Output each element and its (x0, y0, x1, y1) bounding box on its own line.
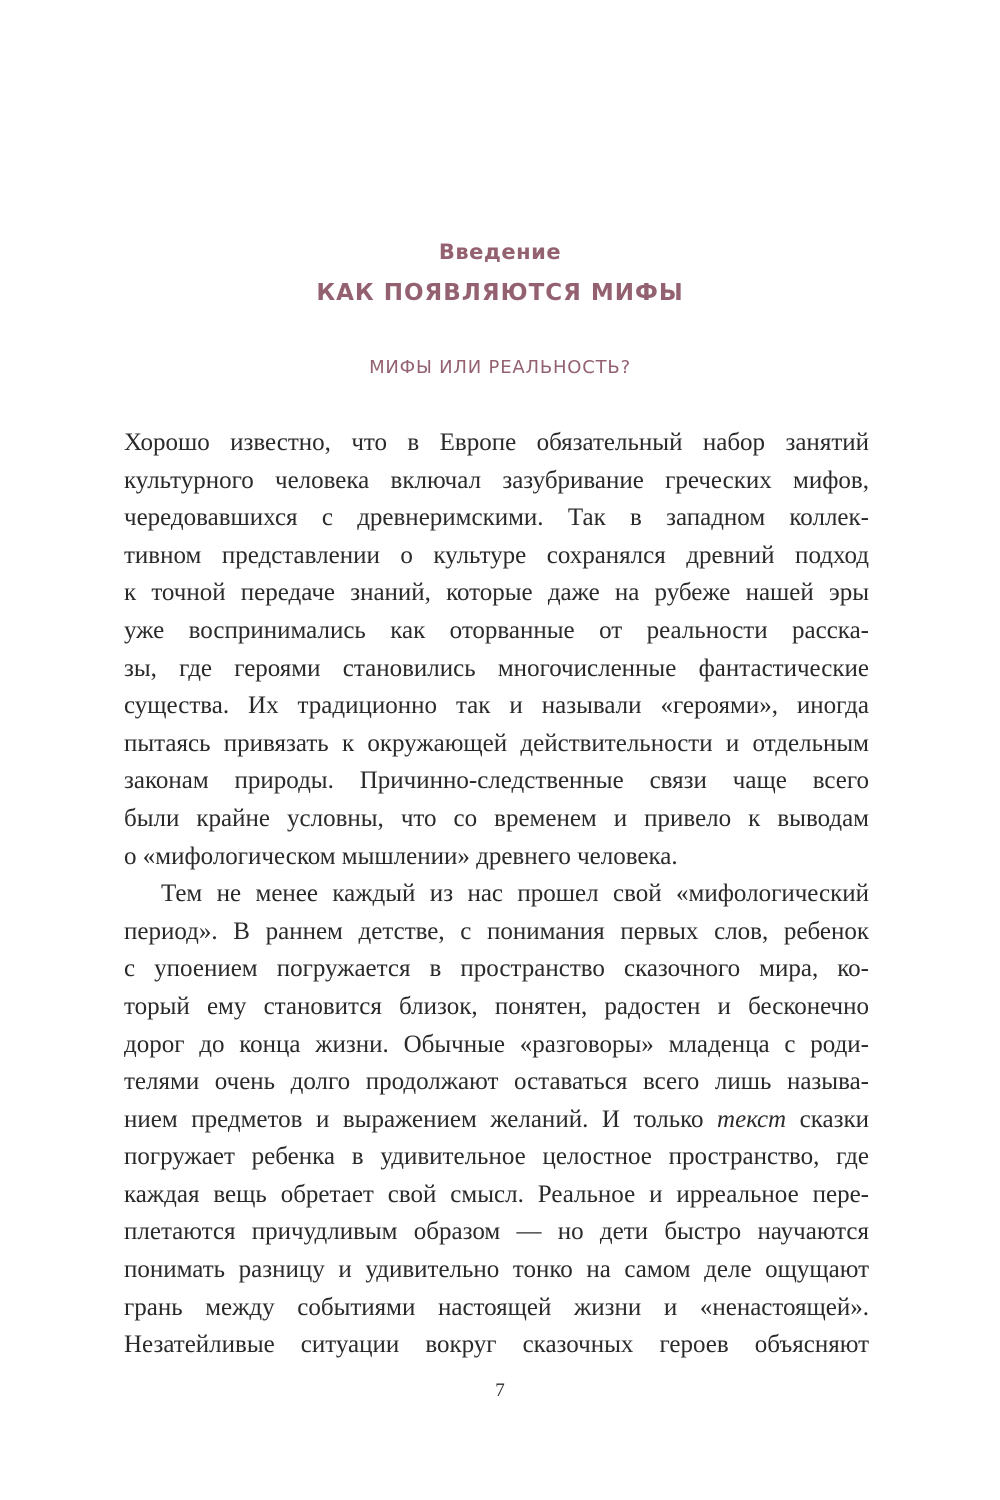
paragraph-2-line: понимать разницу и удивительно тонко на самом деле ощущают (124, 1256, 869, 1284)
line-text: нием предметов и выражением желаний. И только (124, 1105, 704, 1133)
paragraph-2-line: грань между событиями настоящей жизни и «ненастоящей». (124, 1293, 869, 1321)
paragraph-2-line: телями очень долго продолжают оставаться всего лишь называ- (124, 1068, 869, 1096)
paragraph-1-line: тивном представлении о культуре сохранялся древний подход (124, 541, 869, 569)
paragraph-1-line: законам природы. Причинно-следственные связи чаще всего (124, 767, 869, 795)
paragraph-2-line: Незатейливые ситуации вокруг сказочных героев объясняют (124, 1331, 869, 1359)
emphasis-word: текст (717, 1105, 787, 1133)
page-number: 7 (495, 1380, 505, 1401)
section-title: МИФЫ ИЛИ РЕАЛЬНОСТЬ? (369, 357, 631, 378)
chapter-label: Введение (438, 240, 562, 264)
paragraph-2-line: каждая вещь обретает свой смысл. Реальное и ирреальное пере- (124, 1180, 869, 1208)
paragraph-1-line: пытаясь привязать к окружающей действительности и отдельным (124, 729, 869, 757)
paragraph-2-line: торый ему становится близок, понятен, радостен и бесконечно (124, 992, 869, 1020)
paragraph-1-line: к точной передаче знаний, которые даже на рубеже нашей эры (124, 579, 869, 607)
chapter-title: КАК ПОЯВЛЯЮТСЯ МИФЫ (316, 280, 684, 306)
paragraph-2-line: с упоением погружается в пространство сказочного мира, ко- (124, 955, 869, 983)
paragraph-2-line: погружает ребенка в удивительное целостное пространство, где (124, 1143, 869, 1171)
paragraph-2-line-with-emphasis (124, 1101, 869, 1139)
paragraph-1-line: были крайне условны, что со временем и привело к выводам (124, 804, 869, 832)
paragraph-1-line: уже воспринимались как оторванные от реальности расска- (124, 616, 869, 644)
paragraph-1-line: о «мифологическом мышлении» древнего человека. (124, 842, 678, 870)
paragraph-2-line: Тем не менее каждый из нас прошел свой «мифологический (161, 880, 869, 908)
paragraph-1-line: культурного человека включал зазубривание греческих мифов, (124, 466, 869, 494)
paragraph-1-line: существа. Их традиционно так и называли «героями», иногда (124, 692, 869, 720)
paragraph-1-line: Хорошо известно, что в Европе обязательный набор занятий (124, 429, 869, 456)
paragraph-1-line: чередовавшихся с древнеримскими. Так в западном коллек- (124, 504, 869, 532)
paragraph-2-line: дорог до конца жизни. Обычные «разговоры» младенца с роди- (124, 1030, 869, 1058)
body-text (124, 424, 869, 1364)
line-tail: сказки (799, 1105, 870, 1133)
paragraph-2-line: плетаются причудливым образом — но дети быстро научаются (124, 1218, 869, 1246)
paragraph-1-line: зы, где героями становились многочисленные фантастические (124, 654, 869, 682)
paragraph-2-line: период». В раннем детстве, с понимания первых слов, ребенок (124, 917, 869, 945)
